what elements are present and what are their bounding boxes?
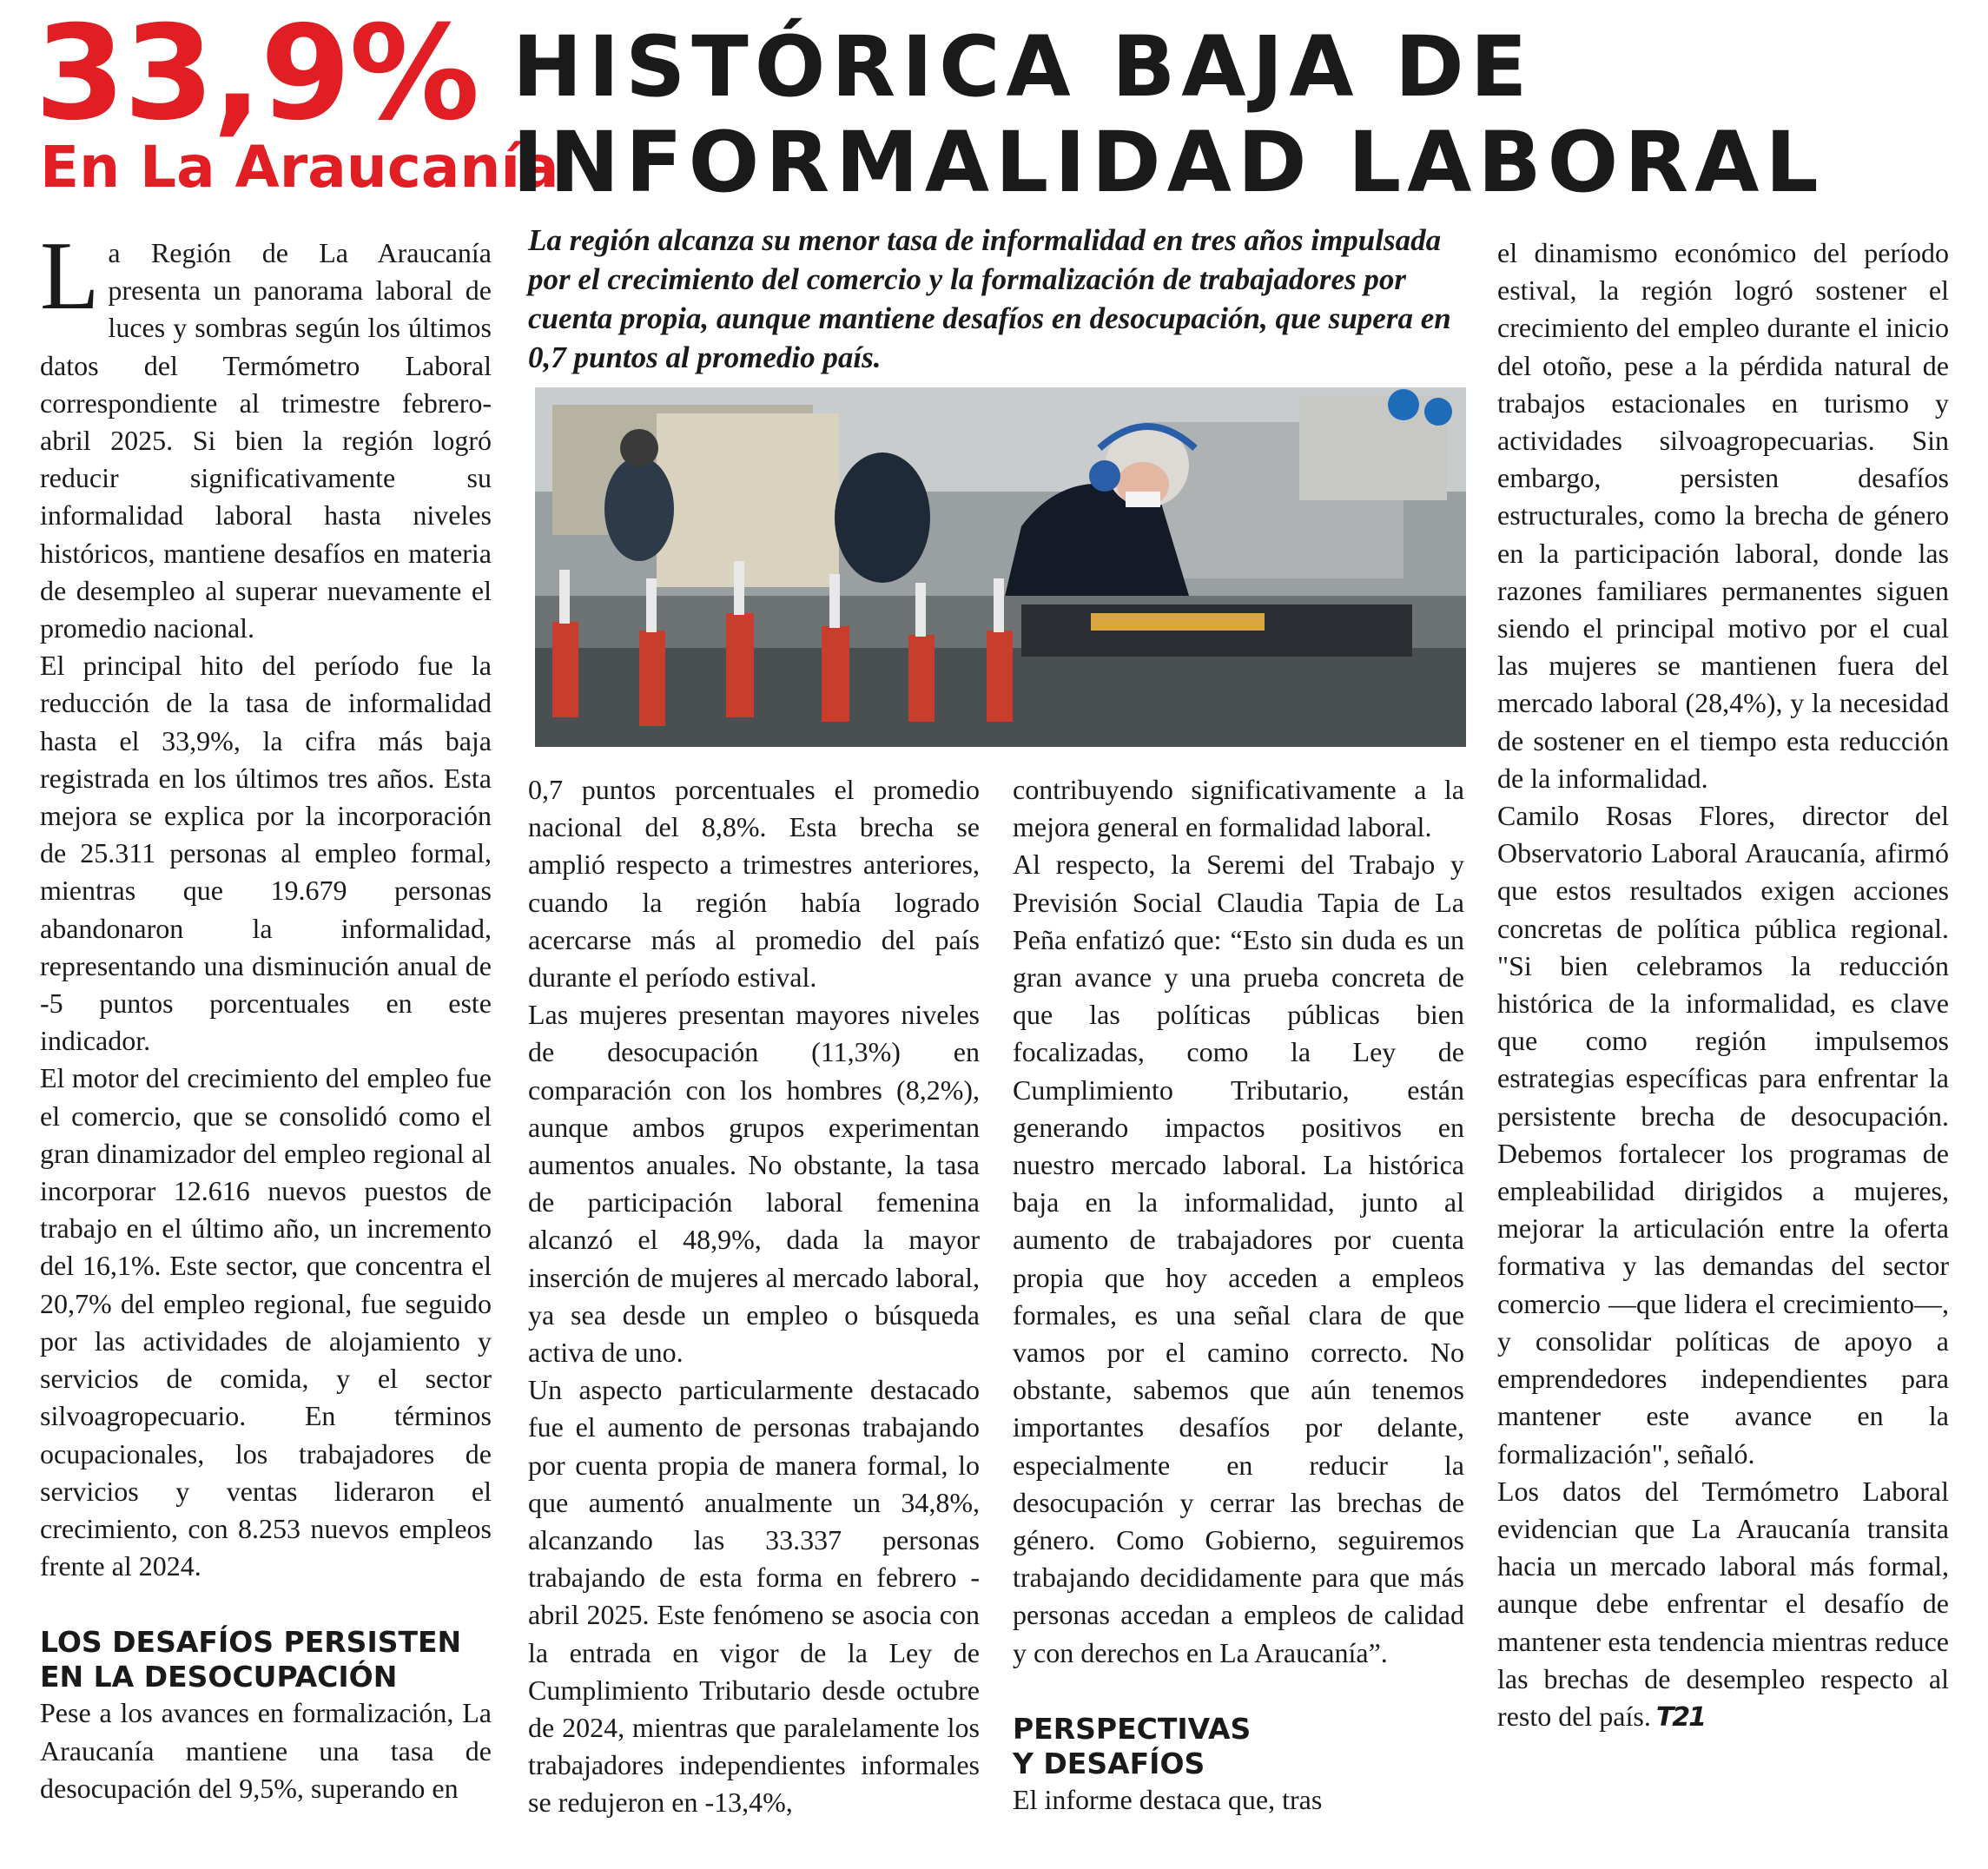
section-heading-line: Y DESAFÍOS (1013, 1746, 1205, 1780)
t21-logo-icon: T21 (1655, 1701, 1706, 1733)
section-heading (1013, 1712, 1464, 1781)
section-heading-line: LOS DESAFÍOS PERSISTEN (40, 1625, 462, 1660)
article-column-4 (1497, 234, 1949, 1735)
article-column-2 (528, 771, 980, 1822)
headline-percentage: 33,9% (35, 0, 479, 149)
headline-region: En La Araucanía (40, 134, 559, 201)
paragraph: El principal hito del período fue la reducción de la tasa de informalidad hasta el 33,9%, la cifra más baja registrada en los últimos tres años. Esta mejora se explica por la incorporación de 25.311 personas al empleo formal, mientras que 19.679 personas abandonaron la informalidad, representando una disminución anual de -5 puntos porcentuales en este indicador. (40, 650, 492, 1057)
article-column-3 (1013, 771, 1464, 1819)
paragraph: el dinamismo económico del período estival, la región logró sostener el crecimiento del empleo durante el inicio del otoño, pese a la pérdida natural de trabajos estacionales en turismo y actividades silvoagropecuarias. Sin embargo, persisten desafíos estructurales, como la brecha de género en la participación laboral, donde las razones familiares permanentes siguen siendo el principal motivo por el cual las mujeres se mantienen fuera del mercado laboral (28,4%), y la necesidad de sostener en el tiempo esta reducción de la informalidad. (1497, 237, 1949, 794)
photo-illustration (535, 387, 1466, 747)
paragraph: Camilo Rosas Flores, director del Observatorio Laboral Araucanía, afirmó que estos resultados exigen acciones concretas de política pública regional. "Si bien celebramos la reducción histórica de la informalidad, es clave que como región impulsemos estrategias específicas para enfrentar la persistente brecha de desocupación. Debemos fortalecer los programas de empleabilidad dirigidos a mujeres, mejorar la articulación entre la oferta formativa y las demandas del sector comercio —que lidera el crecimiento—, y consolidar políticas de apoyo a emprendedores independientes para mantener este avance en la formalización", señaló. (1497, 800, 1949, 1469)
paragraph: Un aspecto particularmente destacado fue el aumento de personas trabajando por cuenta propia de manera formal, lo que aumentó anualmente un 34,8%, alcanzando las 33.337 personas trabajando de esta forma en febrero - abril 2025. Este fenómeno se asocia con la entrada en vigor de la Ley de Cumplimiento Tributario desde octubre de 2024, mientras que paralelamente los trabajadores independientes informales se redujeron en -13,4%, (528, 1374, 980, 1819)
page-title-line-2: INFORMALIDAD LABORAL (512, 114, 1825, 211)
page-title (512, 19, 1980, 210)
drop-cap: L (40, 222, 100, 330)
paragraph-text: Los datos del Termómetro Laboral evidencian que La Araucanía transita hacia un mercado laboral más formal, aunque debe enfrentar el desafío de mantener esta tendencia mientras reduce las brechas de desempleo respecto al resto del país. (1497, 1475, 1949, 1732)
paragraph-text: a Región de La Araucanía presenta un panorama laboral de luces y sombras según los últimos datos del Termómetro Laboral correspondiente al trimestre febrero-abril 2025. Si bien la región logró reducir significativamente su informalidad laboral hasta niveles históricos, mantiene desafíos en materia de desempleo al superar nuevamente el promedio nacional. (40, 237, 492, 644)
section-heading (40, 1625, 492, 1694)
paragraph: Al respecto, la Seremi del Trabajo y Previsión Social Claudia Tapia de La Peña enfatizó que: “Esto sin duda es un gran avance y una prueba concreta de que las políticas públicas bien focalizadas, como la Ley de Cumplimiento Tributario, están generando impactos positivos en nuestro mercado laboral. La histórica baja en la informalidad, junto al aumento de trabajadores por cuenta propia que hoy acceden a empleos formales, es una señal clara de que vamos por el camino correcto. No obstante, sabemos que aún tenemos importantes desafíos por delante, especialmente en reducir la desocupación y cerrar las brechas de género. Como Gobierno, seguiremos trabajando decididamente para que más personas accedan a empleos de calidad y con derechos en La Araucanía”. (1013, 849, 1464, 1668)
paragraph: Las mujeres presentan mayores niveles de desocupación (11,3%) en comparación con los hombres (8,2%), aunque ambos grupos experimentan aumentos anuales. No obstante, la tasa de participación laboral femenina alcanzó el 48,9%, dada la mayor inserción de mujeres al mercado laboral, ya sea desde un empleo o búsqueda activa de uno. (528, 999, 980, 1369)
paragraph: 0,7 puntos porcentuales el promedio nacional del 8,8%. Esta brecha se amplió respecto a trimestres anteriores, cuando la región había logrado acercarse más al promedio del país durante el período estival. (528, 774, 980, 994)
paragraph: Pese a los avances en formalización, La Araucanía mantiene una tasa de desocupación del 9,5%, superando en (40, 1697, 492, 1804)
article-subtitle: La región alcanza su menor tasa de informalidad en tres años impulsada por el crecimiento del comercio y la formalización de trabajadores por cuenta propia, aunque mantiene desafíos en desocupación, que supera en 0,7 puntos al promedio país. (528, 223, 1451, 374)
paragraph: El informe destaca que, tras (1013, 1783, 1323, 1815)
section-heading-line: EN LA DESOCUPACIÓN (40, 1660, 398, 1694)
paragraph: contribuyendo significativamente a la mejora general en formalidad laboral. (1013, 774, 1464, 843)
paragraph (1497, 1473, 1949, 1735)
section-heading-line: PERSPECTIVAS (1013, 1711, 1252, 1746)
article-column-1 (40, 222, 492, 1807)
factory-workers-photo (535, 387, 1466, 747)
page-title-line-1: HISTÓRICA BAJA DE (512, 18, 1534, 116)
paragraph (40, 222, 492, 647)
paragraph: El motor del crecimiento del empleo fue el comercio, que se consolidó como el gran dinamizador del empleo regional al incorporar 12.616 nuevos puestos de trabajo en el último año, un incremento del 16,1%. Este sector, que concentra el 20,7% del empleo regional, fue seguido por las actividades de alojamiento y servicios de comida, y el sector silvoagropecuario. En términos ocupacionales, los trabajadores de servicios y ventas lideraron el crecimiento, con 8.253 nuevos empleos frente al 2024. (40, 1062, 492, 1582)
